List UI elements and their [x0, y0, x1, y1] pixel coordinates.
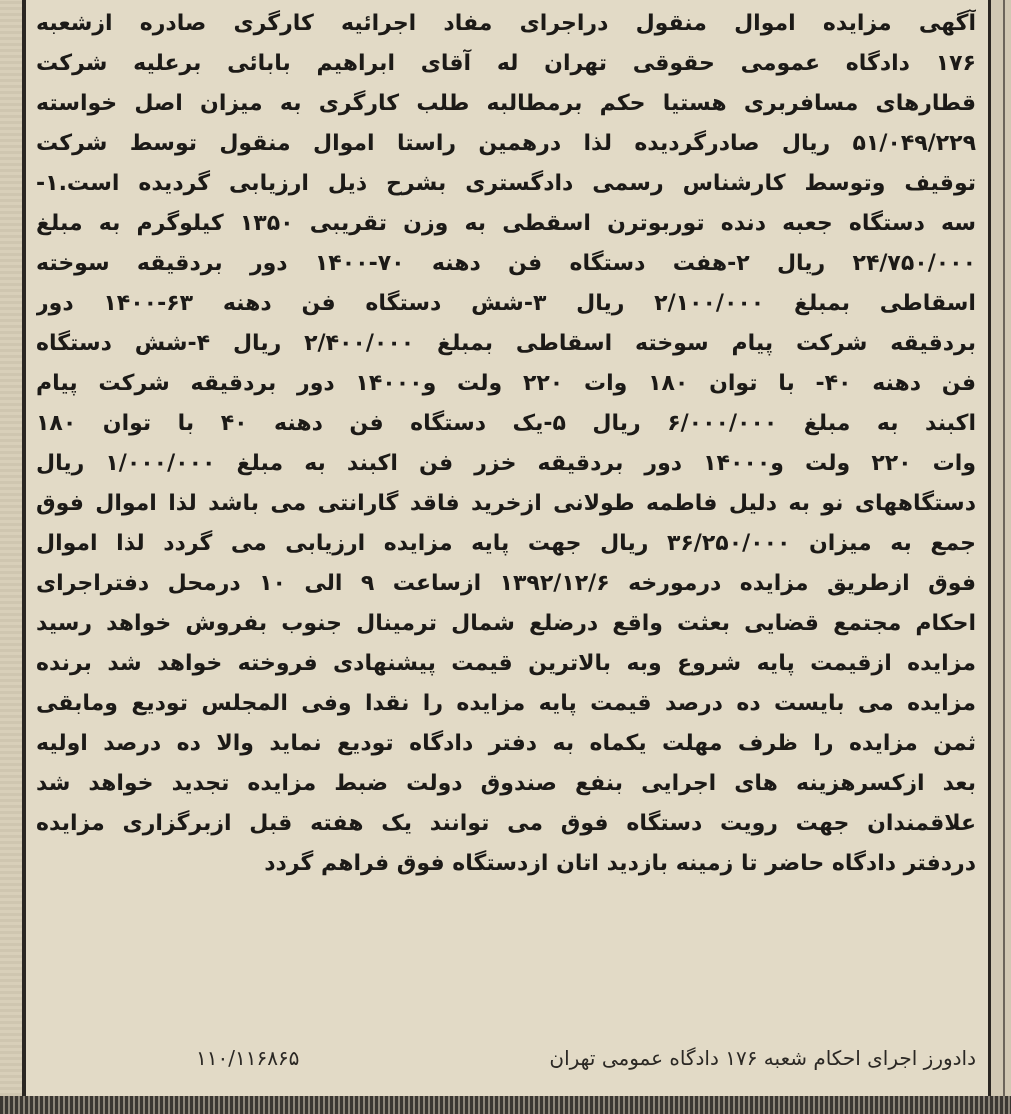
notice-line: قطارهای مسافربری هستیا حکم برمطالبه طلب کارگری به میزان اصل خواسته [36, 91, 976, 116]
notice-line: ۲۴/۷۵۰/۰۰۰ ریال ۲-هفت دستگاه فن دهنه ۷۰-۱۴۰۰ دور بردقیقه سوخته [36, 251, 976, 276]
notice-line: بردقیقه شرکت پیام سوخته اسقاطی بمبلغ ۲/۴۰۰/۰۰۰ ریال ۴-شش دستگاه [36, 331, 976, 356]
notice-line: فن دهنه ۴۰- با توان ۱۸۰ وات ۲۲۰ ولت و۱۴۰۰۰ دور بردقیقه شرکت پیام [36, 371, 976, 396]
notice-code: ۱۱۰/۱۱۶۸۶۵ [196, 1046, 300, 1070]
notice-line: اسقاطی بمبلغ ۲/۱۰۰/۰۰۰ ریال ۳-شش دستگاه فن دهنه ۶۳-۱۴۰۰ دور [36, 291, 976, 316]
notice-line: ۱۷۶ دادگاه عمومی حقوقی تهران له آقای ابراهیم بابائی برعلیه شرکت [36, 51, 976, 76]
notice-line: سه دستگاه جعبه دنده توربوترن اسقطی به وزن تقریبی ۱۳۵۰ کیلوگرم به مبلغ [36, 211, 976, 236]
notice-line: مزایده ازقیمت پایه شروع وبه بالاترین قیمت پیشنهادی فروخته خواهد شد برنده [36, 651, 976, 676]
notice-line: علاقمندان جهت رویت دستگاه فوق می توانند یک هفته قبل ازبرگزاری مزایده [36, 811, 976, 836]
auction-notice-body [36, 4, 976, 884]
notice-last-line: دردفتر دادگاه حاضر تا زمینه بازدید اتان ازدستگاه فوق فراهم گردد [264, 851, 976, 876]
notice-footer [36, 1038, 976, 1078]
notice-line: فوق ازطریق مزایده درمورخه ۱۳۹۲/۱۲/۶ ازساعت ۹ الی ۱۰ درمحل دفتراجرای [36, 571, 976, 596]
right-margin [989, 0, 1011, 1114]
left-border-rule [22, 0, 26, 1100]
notice-line: ثمن مزایده را ظرف مهلت یکماه به دفتر دادگاه تودیع نماید والا ده درصد اولیه [36, 731, 976, 756]
notice-line: اکبند به مبلغ ۶/۰۰۰/۰۰۰ ریال ۵-یک دستگاه فن دهنه ۴۰ با توان ۱۸۰ [36, 411, 976, 436]
issuer-signature: دادورز اجرای احکام شعبه ۱۷۶ دادگاه عمومی تهران [549, 1046, 976, 1070]
notice-line: جمع به میزان ۳۶/۲۵۰/۰۰۰ ریال جهت پایه مزایده ارزیابی می گردد لذا اموال [36, 531, 976, 556]
right-border-rule [988, 0, 991, 1100]
notice-line: بعد ازکسرهزینه های اجرایی بنفع صندوق دولت ضبط مزایده تجدید خواهد شد [36, 771, 976, 796]
right-edge-rule [1003, 0, 1005, 1114]
notice-line: توقیف وتوسط کارشناس رسمی دادگستری بشرح ذیل ارزیابی گردیده است.۱- [36, 171, 976, 196]
notice-line: مزایده می بایست ده درصد قیمت پایه مزایده را نقدا وفی المجلس تودیع ومابقی [36, 691, 976, 716]
notice-line: آگهی مزایده اموال منقول دراجرای مفاد اجرائیه کارگری صادره ازشعبه [36, 11, 976, 36]
bottom-border [0, 1096, 1011, 1114]
notice-line: احکام مجتمع قضایی بعثت واقع درضلع شمال ترمینال جنوب بفروش خواهد رسید [36, 611, 976, 636]
notice-line: وات ۲۲۰ ولت و۱۴۰۰۰ دور بردقیقه خزر فن اکبند به مبلغ ۱/۰۰۰/۰۰۰ ریال [36, 451, 976, 476]
notice-line: ۵۱/۰۴۹/۲۲۹ ریال صادرگردیده لذا درهمین راستا اموال منقول توسط شرکت [36, 131, 976, 156]
notice-line: دستگاههای نو به دلیل فاطمه طولانی ازخرید فاقد گارانتی می باشد لذا اموال فوق [36, 491, 976, 516]
